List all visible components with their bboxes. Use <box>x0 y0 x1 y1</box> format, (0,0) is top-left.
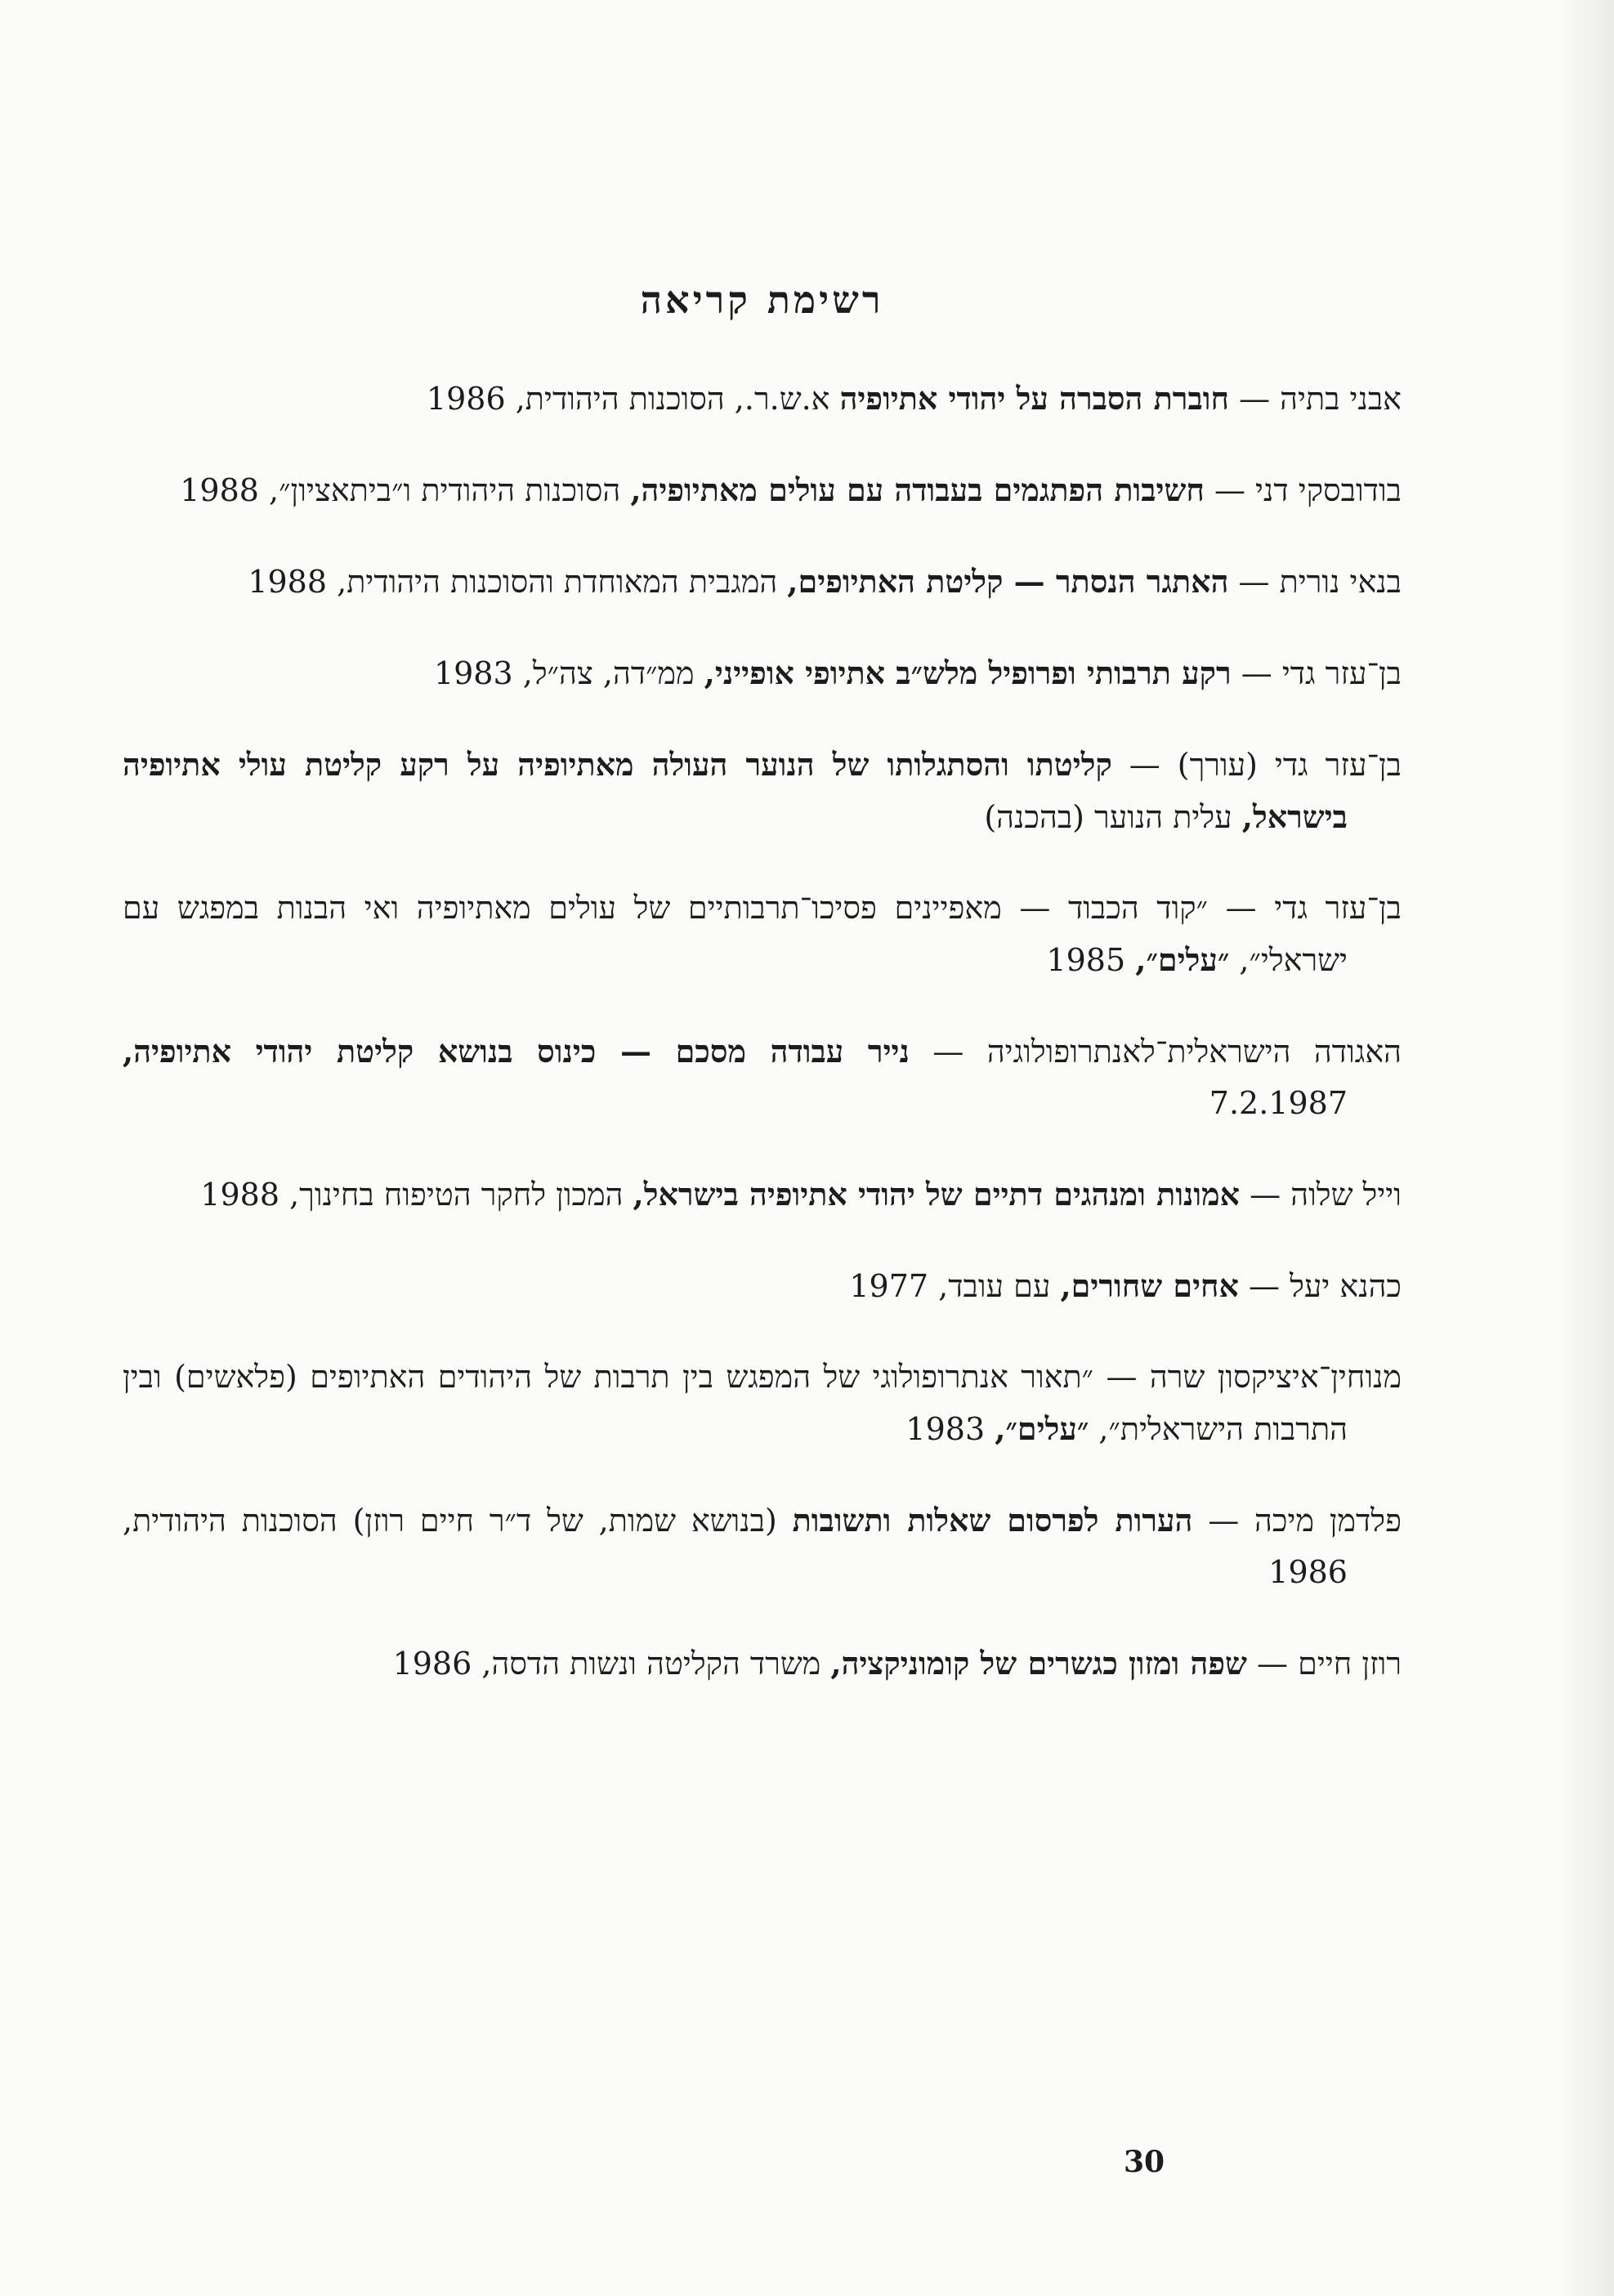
page-title: רשימת קריאה <box>640 278 884 322</box>
bibliography-entry <box>123 1260 1402 1312</box>
page-number: 30 <box>1124 2145 1165 2179</box>
entry-title: ״עלים״, <box>995 1410 1089 1447</box>
entry-title: חוברת הסברה על יהודי אתיופיה <box>839 380 1229 417</box>
entry-author: כהנא יעל — <box>1238 1268 1402 1304</box>
entry-publisher: א.ש.ר., הסוכנות היהודית, 1986 <box>426 381 840 417</box>
entry-publisher: עלית הנוער (בהכנה) <box>984 799 1242 835</box>
entry-author: בנאי נורית — <box>1228 564 1402 600</box>
scan-edge-shadow <box>1557 0 1614 2296</box>
entry-publisher: המכון לחקר הטיפוח בחינוך, 1988 <box>200 1177 633 1213</box>
entry-publisher: משרד הקליטה ונשות הדסה, 1986 <box>392 1646 831 1682</box>
entry-publisher: המגבית המאוחדת והסוכנות היהודית, 1988 <box>248 564 788 600</box>
entry-author: בן־עזר גדי (עורך) — <box>1111 747 1402 783</box>
entry-title: הערות לפרסום שאלות ותשובות <box>792 1502 1193 1539</box>
entry-title: האתגר הנסתר — קליטת האתיופים, <box>787 563 1229 600</box>
entry-title: ״עלים״, <box>1135 941 1230 978</box>
entry-author: פלדמן מיכה — <box>1192 1503 1402 1539</box>
entry-publisher: הסוכנות היהודית ו״ביתאציון״, 1988 <box>180 472 631 508</box>
entry-title: נייר עבודה מסכם — כינוס בנושא קליטת יהודי אתיופיה, <box>123 1033 910 1070</box>
entry-publisher: 1983 <box>905 1411 995 1447</box>
bibliography-entry <box>123 1025 1402 1129</box>
reading-list <box>123 278 1402 1729</box>
entry-title: רקע תרבותי ופרופיל מלש״ב אתיופי אופייני, <box>704 654 1232 691</box>
entry-title: אמונות ומנהגים דתיים של יהודי אתיופיה בישראל, <box>633 1176 1241 1213</box>
entry-publisher: (בנושא שמות, של ד״ר חיים רוזן) הסוכנות היהודית, 1986 <box>123 1503 1348 1590</box>
bibliography-entry <box>123 1351 1402 1455</box>
entry-publisher: ממ״דה, צה״ל, 1983 <box>433 655 704 691</box>
entry-publisher: 1985 <box>1046 942 1136 978</box>
bibliography-entry <box>123 556 1402 608</box>
bibliography-entry <box>123 1637 1402 1690</box>
entry-title: אחים שחורים, <box>1060 1267 1239 1304</box>
entry-author: בן־עזר גדי — <box>1231 655 1402 691</box>
entry-author: בודובסקי דני — <box>1204 472 1402 508</box>
entry-author: וייל שלוה — <box>1240 1177 1402 1213</box>
entry-author: האגודה הישראלית־לאנתרופולוגיה — <box>909 1034 1402 1070</box>
entry-publisher: 7.2.1987 <box>1209 1085 1348 1121</box>
entry-title: שפה ומזון כגשרים של קומוניקציה, <box>830 1645 1247 1682</box>
entry-publisher: עם עובד, 1977 <box>849 1268 1061 1304</box>
entry-author: מנוחין־איציקסון שרה — ״תאור אנתרופולוגי של המפגש בין תרבות של היהודים האתיופים (פלאשים) ובין התרבות הישראלית״, <box>123 1359 1402 1447</box>
bibliography-entry <box>123 882 1402 986</box>
bibliography-entry <box>123 1168 1402 1221</box>
entry-title: חשיבות הפתגמים בעבודה עם עולים מאתיופיה, <box>630 471 1205 508</box>
entry-author: אבני בתיה — <box>1229 381 1402 417</box>
entry-author: בן־עזר גדי — ״קוד הכבוד — מאפיינים פסיכו־תרבותיים של עולים מאתיופיה ואי הבנות במפגש עם ישראלי״, <box>123 890 1402 978</box>
entry-author: רוזן חיים — <box>1246 1646 1402 1682</box>
entry-title: קליטתו והסתגלותו של הנוער העולה מאתיופיה על רקע קליטת עולי אתיופיה בישראל, <box>123 746 1348 835</box>
bibliography-entry <box>123 1494 1402 1598</box>
bibliography-entry <box>123 373 1402 425</box>
bibliography-entry <box>123 464 1402 516</box>
bibliography-entry <box>123 647 1402 699</box>
bibliography-entry <box>123 739 1402 843</box>
